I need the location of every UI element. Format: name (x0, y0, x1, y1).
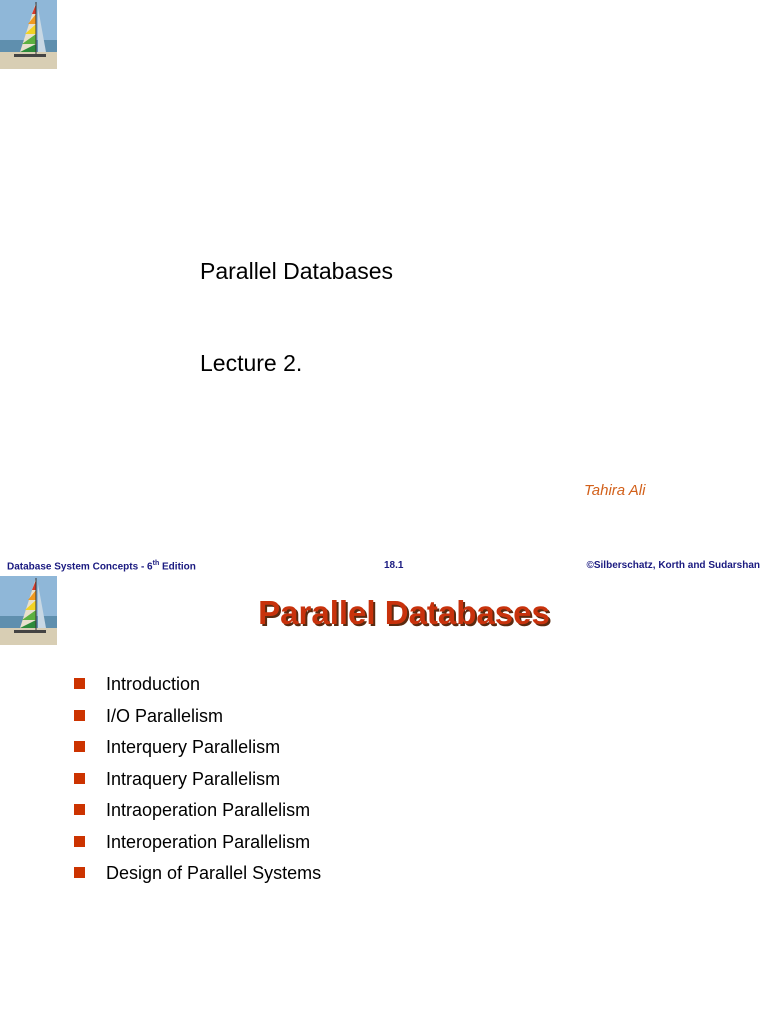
slide-footer (0, 558, 768, 574)
list-item-label: Interoperation Parallelism (106, 831, 311, 852)
list-item-label: Interquery Parallelism (106, 737, 281, 757)
footer-slide-number: 18.1 (384, 560, 404, 571)
footer-book-title (7, 560, 196, 572)
sailboat-logo (0, 0, 57, 69)
footer-book-text: Database System Concepts - 6 (7, 561, 153, 573)
bullet-square-icon (74, 804, 85, 815)
list-item-label: Design of Parallel Systems (106, 863, 322, 883)
sailboat-logo-icon (0, 0, 57, 69)
list-item-label: I/O Parallelism (106, 705, 224, 726)
list-item-label: Intraoperation Parallelism (106, 800, 311, 820)
list-item-label: Introduction (106, 674, 201, 694)
list-item-label: Intraquery Parallelism (106, 768, 281, 789)
bullet-square-icon (74, 710, 85, 721)
footer-book-sup: th (152, 560, 160, 567)
bullet-square-icon (74, 741, 85, 752)
bullet-square-icon (74, 836, 85, 847)
footer-copyright: ©Silberschatz, Korth and Sudarshan (586, 560, 760, 571)
slide-subtitle: Lecture 2. (200, 350, 303, 376)
outline-title: Parallel Databases (258, 594, 550, 631)
bullet-square-icon (74, 773, 85, 784)
author-name: Tahira Ali (584, 482, 646, 499)
bullet-square-icon (74, 867, 85, 878)
bullet-square-icon (74, 678, 85, 689)
outline-slide (0, 576, 768, 1024)
slide-title: Parallel Databases (200, 258, 394, 284)
footer-book-suffix: Edition (159, 561, 196, 573)
